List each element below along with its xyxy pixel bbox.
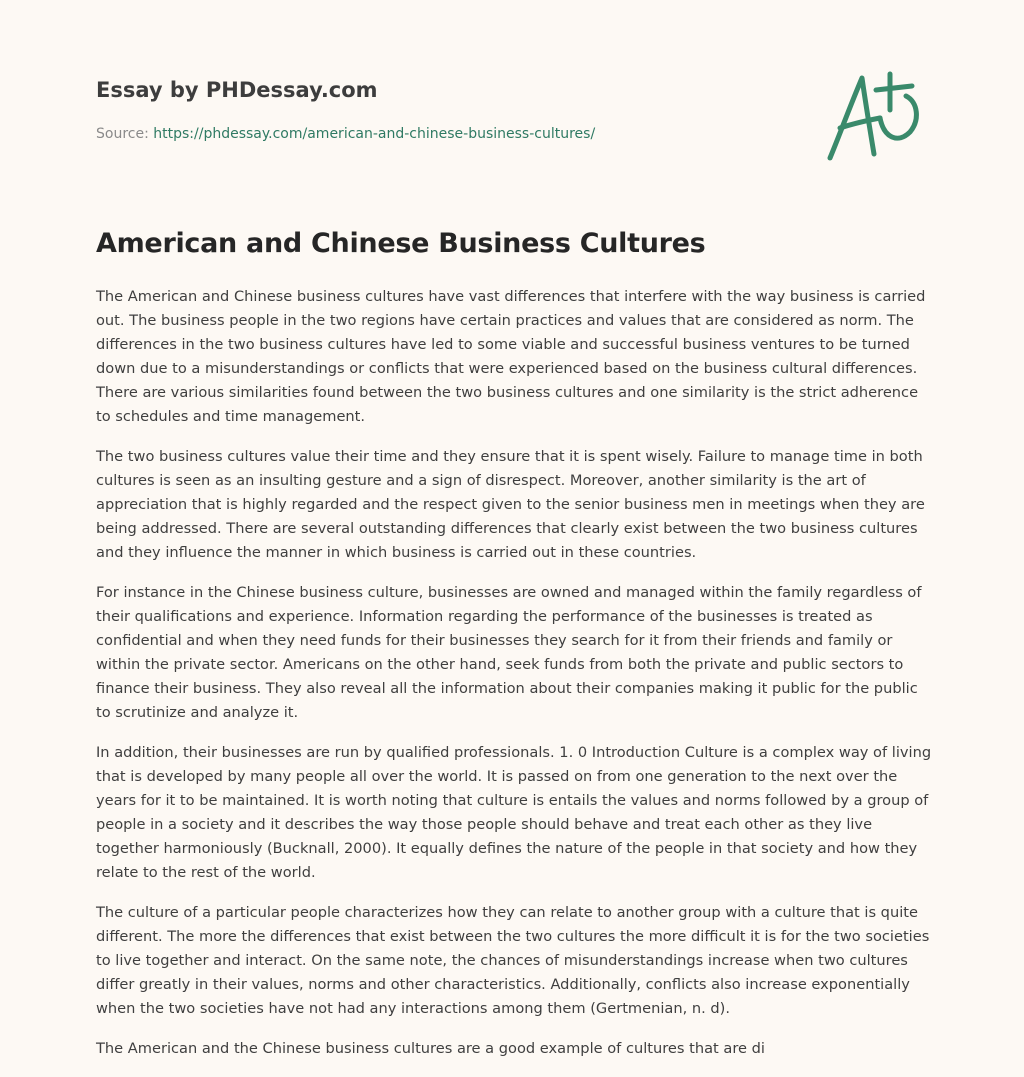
essay-paragraph: The American and the Chinese business cultures are a good example of cultures that are di xyxy=(96,1040,765,1057)
page-header xyxy=(96,76,796,144)
essay-paragraph: The culture of a particular people characterizes how they can relate to another group with a culture that is quite different. The more the differences that exist between the two cultures the more difficult it is for the two societies to live together and interact. On the same note, the chances of misunderstandings increase when two cultures differ greatly in their values, norms and other characteristics. Additionally, conflicts also increase exponentially when the two societies have not had any interactions among them (Gertmenian, n. d). xyxy=(96,904,930,1017)
essay-body xyxy=(96,285,932,1077)
essay-paragraph: For instance in the Chinese business culture, businesses are owned and managed within the family regardless of their qualifications and experience. Information regarding the performance of the businesses is treated as confidential and when they need funds for their businesses they search for it from their friends and family or within the private sector. Americans on the other hand, seek funds from both the private and public sectors to finance their business. They also reveal all the information about their companies making it public for the public to scrutinize and analyze it. xyxy=(96,584,922,721)
source-label: Source: xyxy=(96,126,149,142)
essay-paragraph: The two business cultures value their time and they ensure that it is spent wisely. Failure to manage time in both cultures is seen as an insulting gesture and a sign of disrespect. Moreover, another similarity is the art of appreciation that is highly regarded and the respect given to the senior business men in meetings when they are being addressed. There are several outstanding differences that clearly exist between the two business cultures and they influence the manner in which business is carried out in these countries. xyxy=(96,448,925,561)
essay-title: American and Chinese Business Cultures xyxy=(96,228,706,259)
source-line xyxy=(96,124,796,144)
essay-paragraph: In addition, their businesses are run by qualified professionals. 1. 0 Introduction Culture is a complex way of living that is developed by many people all over the world. It is passed on from one generation to the next over the years for it to be maintained. It is worth noting that culture is entails the values and norms followed by a group of people in a society and it describes the way those people should behave and treat each other as they live together harmoniously (Bucknall, 2000). It equally defines the nature of the people in that society and how they relate to the rest of the world. xyxy=(96,744,932,881)
essay-paragraph: The American and Chinese business cultures have vast differences that interfere with the way business is carried out. The business people in the two regions have certain practices and values that are considered as norm. The differences in the two business cultures have led to some viable and successful business ventures to be turned down due to a misunderstandings or conflicts that were experienced based on the business cultural differences. There are various similarities found between the two business cultures and one similarity is the strict adherence to schedules and time management. xyxy=(96,288,926,425)
site-title: Essay by PHDessay.com xyxy=(96,78,378,102)
a-plus-logo-icon xyxy=(818,66,928,166)
source-link[interactable]: https://phdessay.com/american-and-chinese-business-cultures/ xyxy=(153,126,596,142)
